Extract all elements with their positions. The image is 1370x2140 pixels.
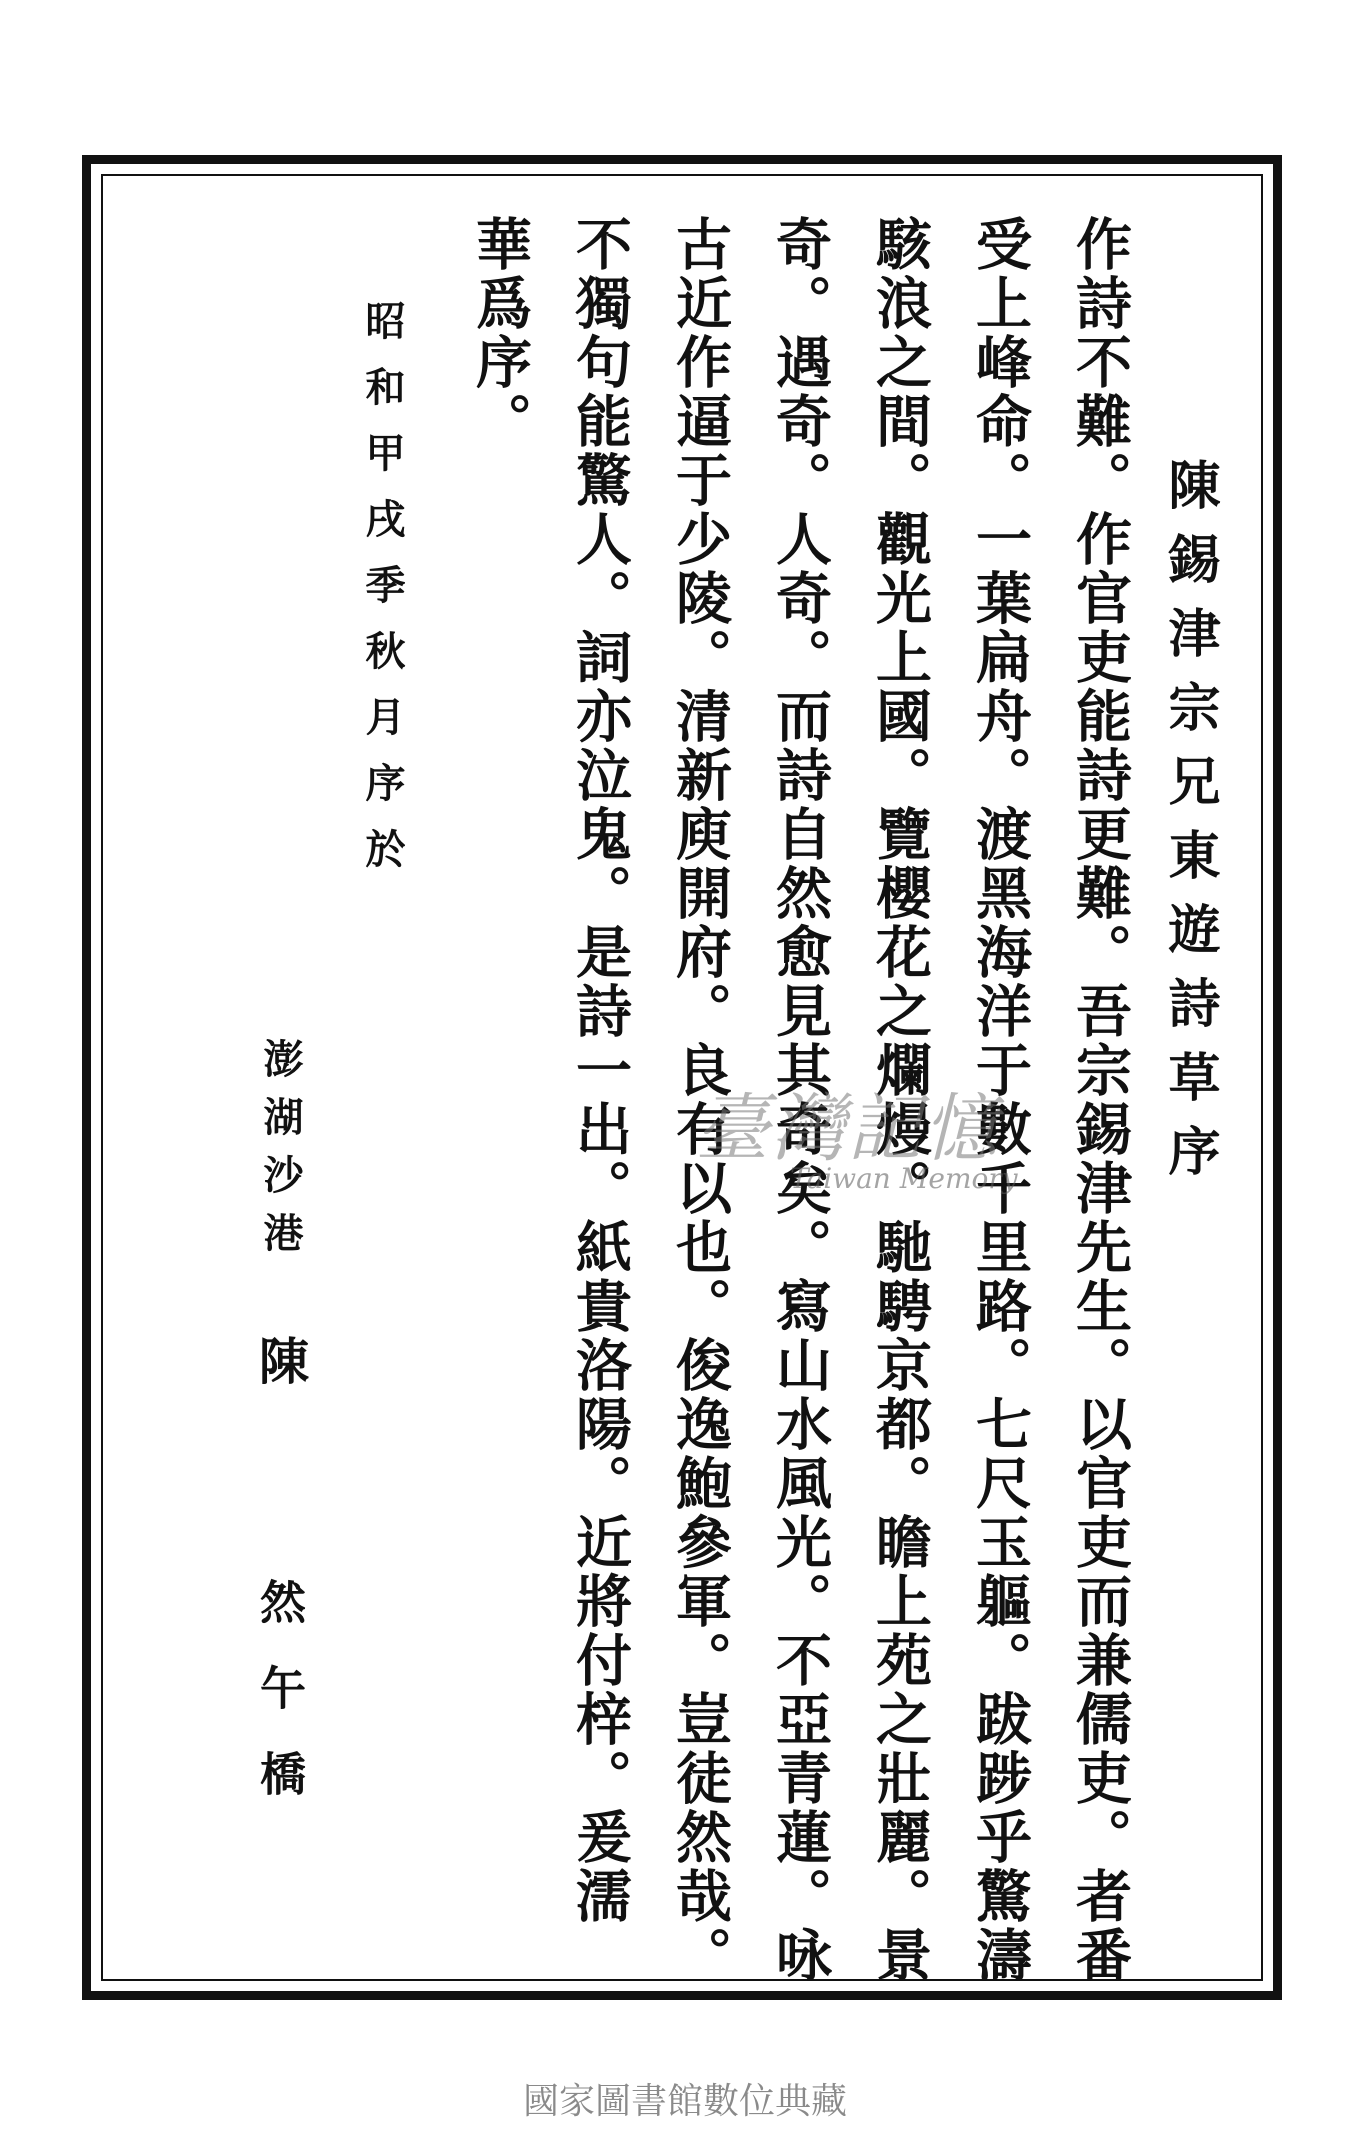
body-line-6: 不獨句能驚人。詞亦泣鬼。是詩一出。紙貴洛陽。近將付梓。爰濡 [567, 215, 633, 1926]
body-line-5: 古近作逼于少陵。清新庾開府。良有以也。俊逸鮑參軍。豈徒然哉。 [667, 215, 733, 1985]
body-line-4: 奇。遇奇。人奇。而詩自然愈見其奇矣。寫山水風光。不亞青蓮。咏 [767, 215, 833, 1985]
body-line-3: 駭浪之間。觀光上國。覽櫻花之爛熳。馳騁京都。瞻上苑之壯麗。景 [867, 215, 933, 1985]
signature-given-name: 然午橋 [253, 1578, 307, 1836]
watermark-cjk-text: 臺灣記憶 [695, 1086, 999, 1172]
body-line-2: 受上峰命。一葉扁舟。渡黑海洋于數千里路。七尺玉軀。跋踄乎驚濤 [967, 215, 1033, 1985]
body-line-7: 華爲序。 [467, 215, 533, 451]
date-line: 昭和甲戌季秋月序於 [359, 300, 406, 894]
footer-credit: 國家圖書館數位典藏 [522, 2081, 847, 2122]
watermark-latin-text: Taiwan Memory [790, 1162, 1018, 1195]
signature-location: 澎湖沙港 [257, 1038, 304, 1270]
signature-surname: 陳 [251, 1335, 310, 1385]
document-title: 陳錫津宗兄東遊詩草序 [1159, 458, 1220, 1198]
body-line-1: 作詩不難。作官吏能詩更難。吾宗錫津先生。以官吏而兼儒吏。者番 [1067, 215, 1133, 1985]
